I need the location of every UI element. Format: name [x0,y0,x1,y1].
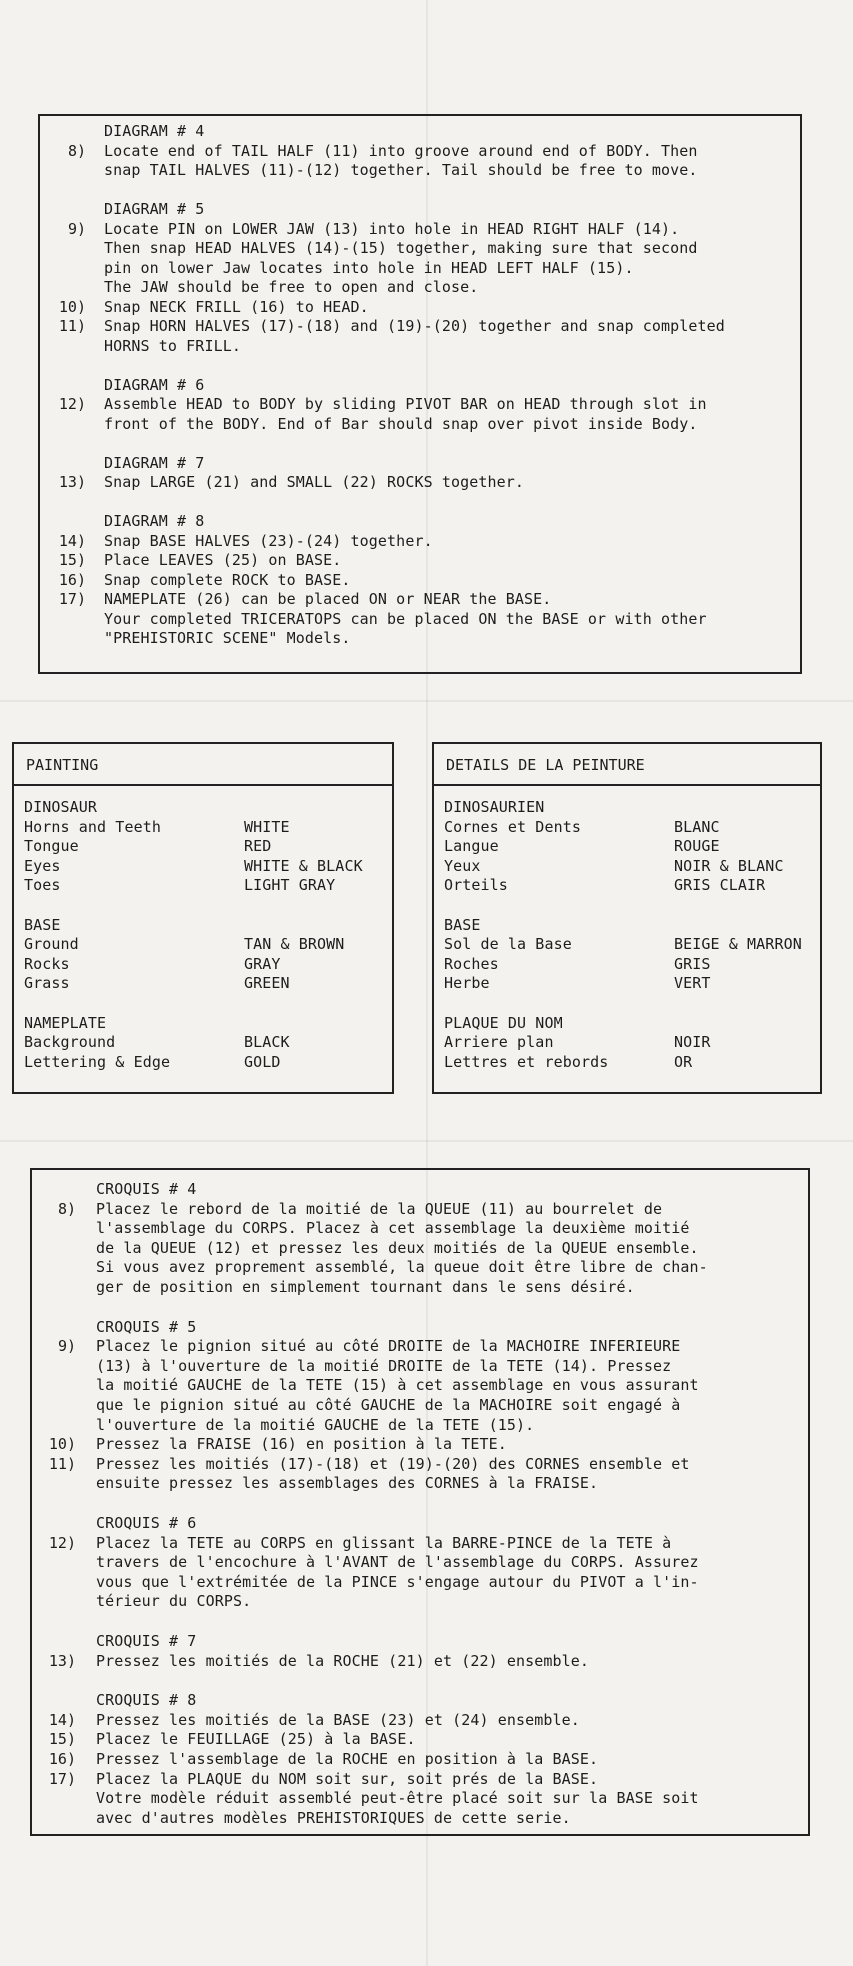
step-text: "PREHISTORIC SCENE" Models. [104,629,351,647]
paint-color: GOLD [244,1052,281,1071]
paint-part: Horns and Teeth [24,817,161,836]
step-text: Locate PIN on LOWER JAW (13) into hole in HEAD RIGHT HALF (14). [104,219,680,238]
diagram-heading: DIAGRAM # 4 [104,122,205,140]
diagram-heading: CROQUIS # 8 [96,1691,197,1710]
step-text: Place LEAVES (25) on BASE. [104,551,342,569]
diagram-heading: CROQUIS # 4 [96,1180,197,1198]
step-number: 9) [67,219,86,238]
step-text: HORNS to FRILL. [104,336,241,355]
group-heading: PLAQUE DU NOM [444,1013,563,1032]
paint-color: BLACK [244,1033,290,1051]
diagram-heading: DIAGRAM # 6 [104,375,205,394]
step-text: Placez la TETE au CORPS en glissant la BARRE-PINCE de la TETE à [96,1533,672,1552]
step-text: vous que l'extrémitée de la PINCE s'engage autour du PIVOT a l'in- [96,1572,699,1591]
paint-part: Background [24,1033,116,1051]
step-text: travers de l'encochure à l'AVANT de l'assemblage du CORPS. Assurez [96,1553,699,1572]
paint-part: Arriere plan [444,1033,554,1051]
step-number: 14) [58,531,86,550]
step-number: 17) [48,1769,76,1788]
paint-part: Tongue [24,837,79,855]
step-number: 10) [48,1435,76,1454]
step-text: Placez le pignion situé au côté DROITE de la MACHOIRE INFERIEURE [96,1337,681,1356]
paint-color: TAN & BROWN [244,935,345,953]
step-text: Placez la PLAQUE du NOM soit sur, soit prés de la BASE. [96,1769,599,1788]
diagram-heading: DIAGRAM # 7 [104,453,205,472]
step-text: front of the BODY. End of Bar should snap over pivot inside Body. [104,414,698,433]
paint-part: Grass [24,974,70,992]
paint-part: Yeux [444,856,481,875]
step-text: l'ouverture de la moitié GAUCHE de la TETE (15). [96,1415,535,1434]
step-text: Pressez la FRAISE (16) en position à la TETE. [96,1435,507,1454]
details-title: DETAILS DE LA PEINTURE [446,756,645,774]
step-text: l'assemblage du CORPS. Placez à cet assemblage la deuxième moitié [96,1219,690,1238]
step-number: 15) [48,1730,76,1749]
paint-color: NOIR [674,1033,711,1051]
step-text: Pressez les moitiés de la BASE (23) et (24) ensemble. [96,1710,580,1729]
step-text: Snap LARGE (21) and SMALL (22) ROCKS together. [104,473,525,491]
step-text: ensuite pressez les assemblages des CORNES à la FRAISE. [96,1474,599,1493]
step-text: Snap complete ROCK to BASE. [104,570,351,589]
paint-color: GRIS CLAIR [674,876,766,894]
paint-part: Toes [24,876,61,894]
step-text: la moitié GAUCHE de la TETE (15) à cet assemblage en vous assurant [96,1376,699,1395]
paint-color: GREEN [244,974,290,992]
step-number: 16) [58,570,86,589]
step-number: 10) [58,297,86,316]
step-text: Placez le rebord de la moitié de la QUEUE (11) au bourrelet de [96,1199,663,1218]
paint-color: WHITE [244,817,290,836]
painting-title: PAINTING [26,756,99,774]
paint-color: WHITE & BLACK [244,856,363,875]
painting-rows [14,744,392,1092]
paint-color: ROUGE [674,837,720,855]
english-steps [40,116,800,672]
step-text: térieur du CORPS. [96,1592,252,1611]
paint-part: Ground [24,935,79,953]
paint-color: GRAY [244,954,281,973]
step-text: snap TAIL HALVES (11)-(12) together. Tail should be free to move. [104,161,698,179]
step-number: 12) [48,1533,76,1552]
step-text: Your completed TRICERATOPS can be placed ON the BASE or with other [104,609,707,628]
group-heading: BASE [24,915,61,934]
paint-color: BEIGE & MARRON [674,935,802,953]
paint-part: Roches [444,954,499,973]
step-text: Placez le FEUILLAGE (25) à la BASE. [96,1730,416,1749]
step-number: 12) [58,395,86,413]
step-number: 16) [48,1750,76,1768]
details-rows [434,744,820,1092]
step-text: Pressez les moitiés (17)-(18) et (19)-(20) des CORNES ensemble et [96,1454,690,1473]
step-number: 13) [48,1651,76,1670]
diagram-heading: DIAGRAM # 8 [104,512,205,530]
paint-part: Langue [444,837,499,855]
french-instructions-box [30,1168,810,1836]
paint-part: Sol de la Base [444,935,572,953]
paint-part: Eyes [24,856,61,875]
step-text: NAMEPLATE (26) can be placed ON or NEAR the BASE. [104,590,552,608]
step-text: Pressez les moitiés de la ROCHE (21) et (22) ensemble. [96,1651,590,1670]
painting-table [12,742,394,1094]
step-text: Snap NECK FRILL (16) to HEAD. [104,297,369,316]
paint-color: BLANC [674,817,720,836]
step-text: (13) à l'ouverture de la moitié DROITE de la TETE (14). Pressez [96,1356,672,1375]
step-text: de la QUEUE (12) et pressez les deux moitiés de la QUEUE ensemble. [96,1238,699,1257]
step-text: Si vous avez proprement assemblé, la queue doit être libre de chan- [96,1258,708,1277]
group-heading: NAMEPLATE [24,1013,107,1032]
diagram-heading: CROQUIS # 7 [96,1632,197,1650]
details-table [432,742,822,1094]
step-number: 13) [58,473,86,491]
paint-color: VERT [674,974,711,992]
english-instructions-box [38,114,802,674]
step-number: 11) [48,1454,76,1473]
group-heading: DINOSAUR [24,798,98,816]
paint-part: Orteils [444,876,508,894]
step-text: que le pignion situé au côté GAUCHE de la MACHOIRE soit engagé à [96,1396,681,1414]
step-text: Locate end of TAIL HALF (11) into groove around end of BODY. Then [104,141,698,160]
step-number: 8) [57,1199,76,1218]
step-text: Assemble HEAD to BODY by sliding PIVOT BAR on HEAD through slot in [104,395,707,413]
step-number: 8) [67,141,86,160]
step-number: 15) [58,551,86,569]
paint-part: Rocks [24,954,70,973]
diagram-heading: CROQUIS # 6 [96,1514,197,1532]
step-text: Snap BASE HALVES (23)-(24) together. [104,531,433,550]
group-heading: BASE [444,915,481,934]
step-text: Votre modèle réduit assemblé peut-être placé soit sur la BASE soit [96,1789,699,1808]
step-number: 9) [57,1337,76,1356]
paint-color: LIGHT GRAY [244,876,336,894]
paint-part: Lettering & Edge [24,1052,171,1071]
step-text: ger de position en simplement tournant dans le sens désiré. [96,1278,635,1296]
paint-color: GRIS [674,954,711,973]
diagram-heading: DIAGRAM # 5 [104,200,205,218]
step-text: Pressez l'assemblage de la ROCHE en position à la BASE. [96,1750,599,1768]
fold-line-horizontal [0,1140,853,1142]
paint-part: Herbe [444,974,490,992]
paint-color: RED [244,837,272,855]
step-number: 14) [48,1710,76,1729]
french-steps [32,1170,808,1834]
step-text: pin on lower Jaw locates into hole in HEAD LEFT HALF (15). [104,258,634,277]
step-number: 17) [58,590,86,608]
step-text: avec d'autres modèles PREHISTORIQUES de cette serie. [96,1808,571,1827]
step-number: 11) [58,317,86,335]
fold-line-horizontal [0,700,853,702]
paint-color: OR [674,1052,693,1071]
step-text: The JAW should be free to open and close. [104,278,479,296]
paint-part: Lettres et rebords [444,1052,609,1071]
paint-part: Cornes et Dents [444,817,581,836]
group-heading: DINOSAURIEN [444,798,545,816]
step-text: Then snap HEAD HALVES (14)-(15) together, making sure that second [104,239,698,257]
diagram-heading: CROQUIS # 5 [96,1317,197,1336]
paint-color: NOIR & BLANC [674,856,784,875]
step-text: Snap HORN HALVES (17)-(18) and (19)-(20) together and snap completed [104,317,725,335]
